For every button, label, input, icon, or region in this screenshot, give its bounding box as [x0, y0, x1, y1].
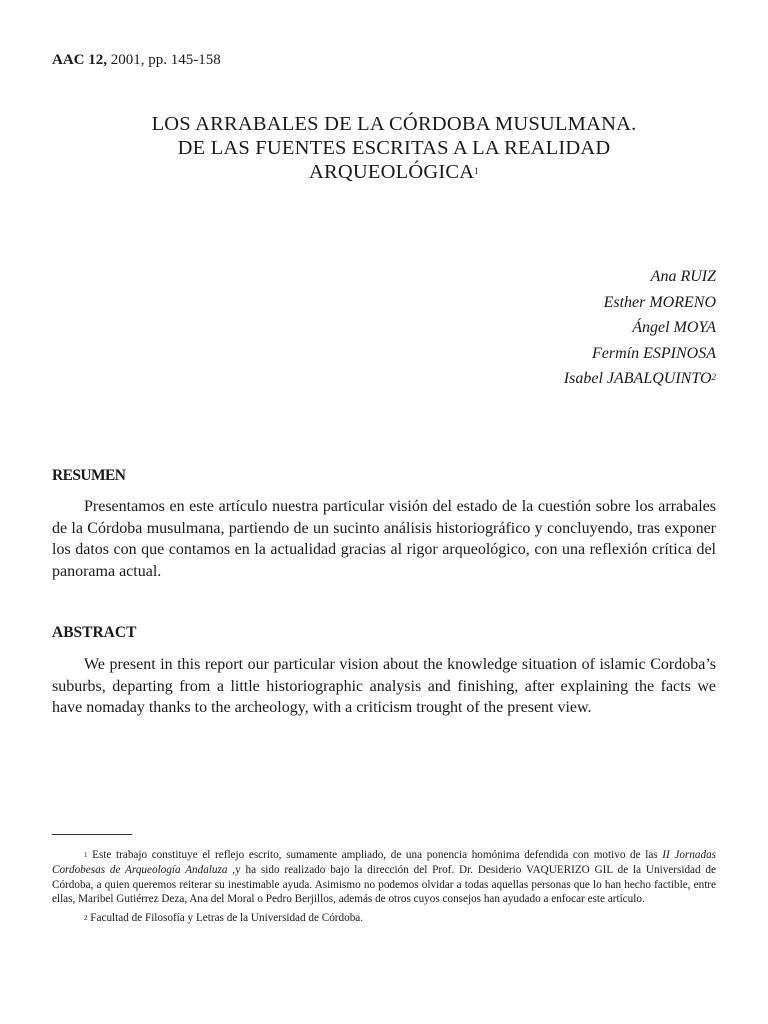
journal-citation — [52, 51, 221, 69]
title-line-2: DE LAS FUENTES ESCRITAS A LA REALIDAD — [177, 137, 611, 159]
author — [564, 290, 716, 316]
footnotes — [52, 848, 716, 926]
author-name: Ana RUIZ — [650, 268, 716, 285]
footnote-2 — [52, 911, 716, 926]
title-line-3 — [70, 160, 718, 184]
article-title — [70, 112, 718, 184]
footnote-2-mark: 2 — [84, 914, 88, 923]
title-footnote-mark: 1 — [474, 166, 479, 176]
author — [564, 366, 716, 392]
title-line-3-text: ARQUEOLÓGICA — [309, 161, 475, 183]
author-name: Ángel MOYA — [632, 319, 716, 336]
abstract-heading: ABSTRACT — [52, 624, 137, 641]
journal-name: AAC 12, — [52, 52, 107, 68]
author-list — [564, 264, 716, 392]
abstract-paragraph: We present in this report our particular vision about the knowledge situation of islamic Cordoba’s suburbs, departing from a little historiographic analysis and finishing, after explaining the facts we have nomaday thanks to the archeology, with a criticism trought of the present view. — [52, 656, 716, 716]
title-line-1: LOS ARRABALES DE LA CÓRDOBA MUSULMANA. — [151, 113, 637, 135]
footnote-1-mark: 1 — [84, 851, 88, 859]
footnote-1 — [52, 848, 716, 907]
author — [564, 264, 716, 290]
author-name: Esther MORENO — [603, 293, 716, 311]
author — [564, 315, 716, 341]
footnote-divider — [52, 834, 132, 835]
footnote-1-text-a: Este trabajo constituye el reflejo escrito, sumamente ampliado, de una ponencia homónima defendida con motivo de las — [92, 849, 658, 861]
footnote-1-text-b: ,y ha sido realizado bajo la dirección del Prof. Dr. Desiderio VAQUERIZO GIL de la Universidad de Córdoba, a quien queremos reiterar su inestimable ayuda. Asimismo no podemos olvidar a todas aquellas personas que lo han hecho factible, entre ellas, Maribel Gutiérrez Deza, Ana del Moral o Pedro Berjillos, además de otros cuyos consejos han ayudado a enfocar este artículo. — [52, 863, 716, 906]
footnote-1-italic: II Jornadas Cordobesas de Arqueología Andaluza — [52, 849, 717, 876]
author — [564, 341, 716, 367]
author-name: Isabel JABALQUINTO — [563, 370, 712, 387]
author-name: Fermín ESPINOSA — [592, 344, 716, 362]
resumen-heading: RESUMEN — [52, 467, 126, 484]
resumen-paragraph: Presentamos en este artículo nuestra particular visión del estado de la cuestión sobre los arrabales de la Córdoba musulmana, partiendo de un sucinto análisis historiográfico y concluyendo, tras exponer los datos con que contamos en la actualidad gracias al rigor arqueológico, con una reflexión crítica del panorama actual. — [52, 498, 716, 580]
footnote-2-text: Facultad de Filosofía y Letras de la Universidad de Córdoba. — [90, 912, 364, 925]
journal-details: 2001, pp. 145-158 — [110, 52, 221, 68]
author-footnote-mark: 2 — [711, 372, 716, 382]
